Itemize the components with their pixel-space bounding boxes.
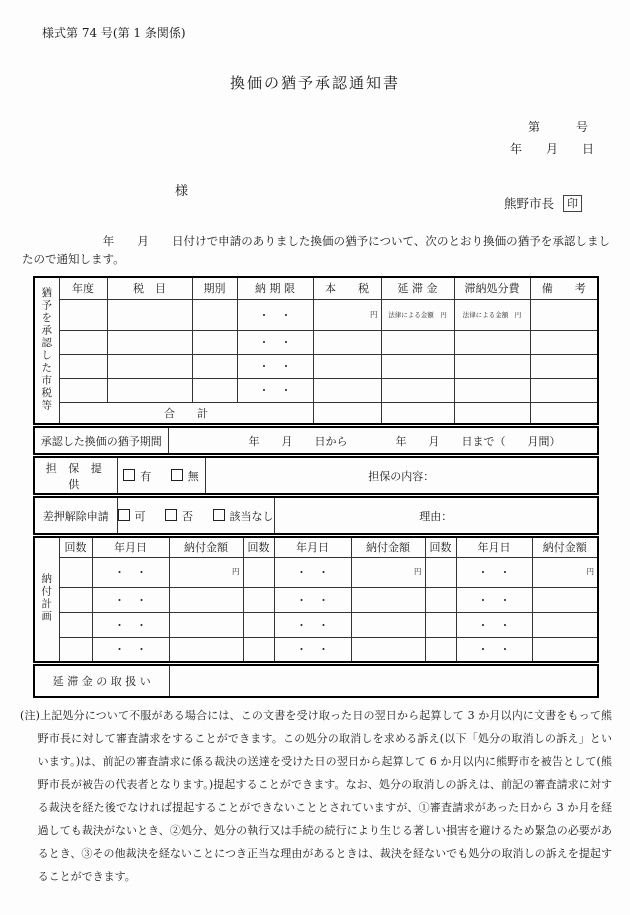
cell-period bbox=[192, 330, 237, 354]
cell-date: ・ ・ bbox=[274, 637, 351, 662]
note-paragraph: (注)上記処分について不服がある場合には、この文書を受け取った日の翌日から起算して 3 か月以内に文書をもって熊野市長に対して審査請求をすることができます。この処分の取消しを求める訴え(以下「処分の取消しの訴え」といいます。)は、前記の審査請求に係る裁決の送達を受けた日の翌日から起算して 6 か月以内に熊野市を被告として(熊野市長が被告の代表者となります。)提起することができます。なお、処分の取消しの訴えは、前記の審査請求に対する裁決を経た後でなければ提起することができないこととされていますが、①審査請求があった日から 3 か月を経過しても裁決がないとき、②処分、処分の執行又は手続の続行により生じる著しい損害を避けるため緊急の必要があるとき、③その他裁決を経ないことにつき正当な理由があるときは、裁決を経ないでも処分の取消しの訴えを提起することができます。 bbox=[20, 709, 612, 883]
cell-date: ・ ・ bbox=[92, 637, 169, 662]
cell-amount bbox=[169, 612, 243, 637]
form-tables bbox=[33, 276, 599, 699]
form-number: 様式第 74 号(第 1 条関係) bbox=[42, 26, 186, 40]
cell-year bbox=[59, 354, 107, 378]
collateral-yes-label: 有 bbox=[140, 469, 152, 483]
collateral-table bbox=[33, 456, 599, 495]
issuer-line bbox=[504, 194, 582, 212]
release-no-label: 否 bbox=[182, 509, 193, 523]
cell-disposition-cost bbox=[454, 354, 530, 378]
cell-year bbox=[59, 378, 107, 402]
cell-disposition-cost bbox=[454, 330, 530, 354]
cell-amount bbox=[351, 637, 425, 662]
cell-date: ・ ・ bbox=[274, 612, 351, 637]
col-header-count: 回数 bbox=[243, 537, 274, 557]
delinquency-handling-label: 延 滞 金 の 取 扱 い bbox=[34, 665, 169, 697]
col-header-date: 年月日 bbox=[456, 537, 532, 557]
cell-count bbox=[243, 637, 274, 662]
cell-remarks bbox=[530, 354, 598, 378]
cell-count bbox=[425, 612, 456, 637]
cell-amount bbox=[169, 587, 243, 612]
cell-amount bbox=[351, 612, 425, 637]
cell-date: ・ ・ bbox=[456, 557, 532, 587]
cell-due-date: ・ ・ bbox=[237, 299, 313, 330]
side-label-payment-plan: 納付計画 bbox=[34, 537, 59, 662]
cell-amount: 円 bbox=[169, 557, 243, 587]
cell-amount: 円 bbox=[532, 557, 598, 587]
deferral-period-to: 年 月 日まで（ 月間） bbox=[395, 434, 561, 448]
cell-total-disposition-cost bbox=[454, 402, 530, 424]
release-ok-label: 可 bbox=[134, 509, 146, 523]
cell-count bbox=[425, 587, 456, 612]
checkbox-release-no[interactable] bbox=[165, 509, 177, 521]
tax-row-2 bbox=[34, 330, 598, 354]
checkbox-collateral-yes[interactable] bbox=[123, 469, 135, 481]
cell-date: ・ ・ bbox=[456, 612, 532, 637]
col-header-principal: 本 税 bbox=[313, 277, 381, 299]
cell-amount bbox=[532, 637, 598, 662]
cell-due-date: ・ ・ bbox=[237, 354, 313, 378]
deferral-period-value bbox=[168, 427, 598, 454]
col-header-amount: 納付金額 bbox=[532, 537, 598, 557]
seizure-release-options bbox=[117, 497, 274, 534]
cell-period bbox=[192, 354, 237, 378]
tax-row-1 bbox=[34, 299, 598, 330]
plan-row-1 bbox=[34, 557, 598, 587]
cell-delinquency-charge: 法律による金額 円 bbox=[381, 299, 454, 330]
cell-due-date: ・ ・ bbox=[237, 378, 313, 402]
deferral-period-table bbox=[33, 426, 599, 455]
col-header-amount: 納付金額 bbox=[351, 537, 425, 557]
approved-taxes-table bbox=[33, 276, 599, 425]
release-na-label: 該当なし bbox=[229, 509, 274, 523]
deferral-period-label: 承認した換価の猶予期間 bbox=[34, 427, 168, 454]
checkbox-release-ok[interactable] bbox=[118, 509, 130, 521]
cell-count bbox=[59, 587, 92, 612]
cell-amount bbox=[532, 612, 598, 637]
cell-amount bbox=[351, 587, 425, 612]
collateral-label: 担 保 提 供 bbox=[34, 457, 117, 494]
cell-disposition-cost bbox=[454, 378, 530, 402]
cell-date: ・ ・ bbox=[92, 587, 169, 612]
side-label-approved-taxes: 猶予を承認した市税等 bbox=[34, 277, 59, 424]
cell-total-delinquency-charge bbox=[381, 402, 454, 424]
col-header-year: 年度 bbox=[59, 277, 107, 299]
cell-principal bbox=[313, 330, 381, 354]
cell-date: ・ ・ bbox=[274, 557, 351, 587]
cell-date: ・ ・ bbox=[456, 587, 532, 612]
cell-date: ・ ・ bbox=[92, 612, 169, 637]
col-header-date: 年月日 bbox=[92, 537, 169, 557]
cell-count bbox=[243, 587, 274, 612]
cell-count bbox=[243, 612, 274, 637]
issuer-name: 熊野市長 bbox=[503, 196, 554, 211]
cell-principal bbox=[313, 354, 381, 378]
document-number-line: 第 号 bbox=[527, 120, 588, 134]
cell-principal: 円 bbox=[313, 299, 381, 330]
col-header-tax-item: 税 目 bbox=[107, 277, 192, 299]
deferral-period-from: 年 月 日から bbox=[248, 434, 348, 448]
collateral-no-label: 無 bbox=[187, 469, 199, 483]
collateral-options bbox=[117, 457, 205, 494]
cell-count bbox=[59, 637, 92, 662]
total-label: 合 計 bbox=[59, 402, 313, 424]
plan-row-2 bbox=[34, 587, 598, 612]
cell-total-principal bbox=[313, 402, 381, 424]
cell-disposition-cost: 法律による金額 円 bbox=[454, 299, 530, 330]
collateral-detail-label: 担保の内容： bbox=[205, 457, 598, 494]
checkbox-release-na[interactable] bbox=[213, 509, 225, 521]
cell-date: ・ ・ bbox=[92, 557, 169, 587]
seal-stamp: 印 bbox=[563, 195, 582, 212]
cell-remarks bbox=[530, 330, 598, 354]
cell-tax-item bbox=[107, 299, 192, 330]
cell-total-remarks bbox=[530, 402, 598, 424]
cell-count bbox=[425, 557, 456, 587]
cell-delinquency-charge bbox=[381, 378, 454, 402]
col-header-date: 年月日 bbox=[274, 537, 351, 557]
tax-total-row bbox=[34, 402, 598, 424]
page-title: 換価の猶予承認通知書 bbox=[229, 74, 400, 92]
cell-delinquency-charge bbox=[381, 330, 454, 354]
cell-due-date: ・ ・ bbox=[237, 330, 313, 354]
cell-count bbox=[59, 612, 92, 637]
cell-remarks bbox=[530, 299, 598, 330]
cell-count bbox=[243, 557, 274, 587]
col-header-count: 回数 bbox=[425, 537, 456, 557]
seizure-release-reason-label: 理由： bbox=[274, 497, 598, 534]
col-header-due-date: 納 期 限 bbox=[237, 277, 313, 299]
col-header-delinquency-charge: 延 滞 金 bbox=[381, 277, 454, 299]
cell-period bbox=[192, 378, 237, 402]
cell-amount: 円 bbox=[351, 557, 425, 587]
col-header-disposition-cost: 滞納処分費 bbox=[454, 277, 530, 299]
col-header-count: 回数 bbox=[59, 537, 92, 557]
cell-tax-item bbox=[107, 378, 192, 402]
col-header-amount: 納付金額 bbox=[169, 537, 243, 557]
addressee-honorific: 様 bbox=[175, 184, 189, 199]
col-header-remarks: 備 考 bbox=[530, 277, 598, 299]
delinquency-handling-value bbox=[169, 665, 598, 697]
cell-year bbox=[59, 299, 107, 330]
seizure-release-label: 差押解除申請 bbox=[34, 497, 117, 534]
cell-date: ・ ・ bbox=[274, 587, 351, 612]
cell-amount bbox=[169, 637, 243, 662]
cell-tax-item bbox=[107, 354, 192, 378]
plan-row-3 bbox=[34, 612, 598, 637]
cell-tax-item bbox=[107, 330, 192, 354]
document-date-line: 年 月 日 bbox=[509, 142, 594, 156]
cell-amount bbox=[532, 587, 598, 612]
cell-period bbox=[192, 299, 237, 330]
delinquency-handling-table bbox=[33, 664, 599, 698]
col-header-period: 期別 bbox=[192, 277, 237, 299]
cell-principal bbox=[313, 378, 381, 402]
cell-date: ・ ・ bbox=[456, 637, 532, 662]
intro-paragraph: 年 月 日付けで申請のありました換価の猶予について、次のとおり換価の猶予を承認しましたので通知します。 bbox=[22, 234, 610, 266]
cell-remarks bbox=[530, 378, 598, 402]
payment-plan-table bbox=[33, 536, 599, 663]
checkbox-collateral-no[interactable] bbox=[171, 469, 183, 481]
tax-row-4 bbox=[34, 378, 598, 402]
cell-count bbox=[59, 557, 92, 587]
cell-count bbox=[425, 637, 456, 662]
cell-year bbox=[59, 330, 107, 354]
tax-row-3 bbox=[34, 354, 598, 378]
plan-row-4 bbox=[34, 637, 598, 662]
cell-delinquency-charge bbox=[381, 354, 454, 378]
seizure-release-table bbox=[33, 496, 599, 535]
